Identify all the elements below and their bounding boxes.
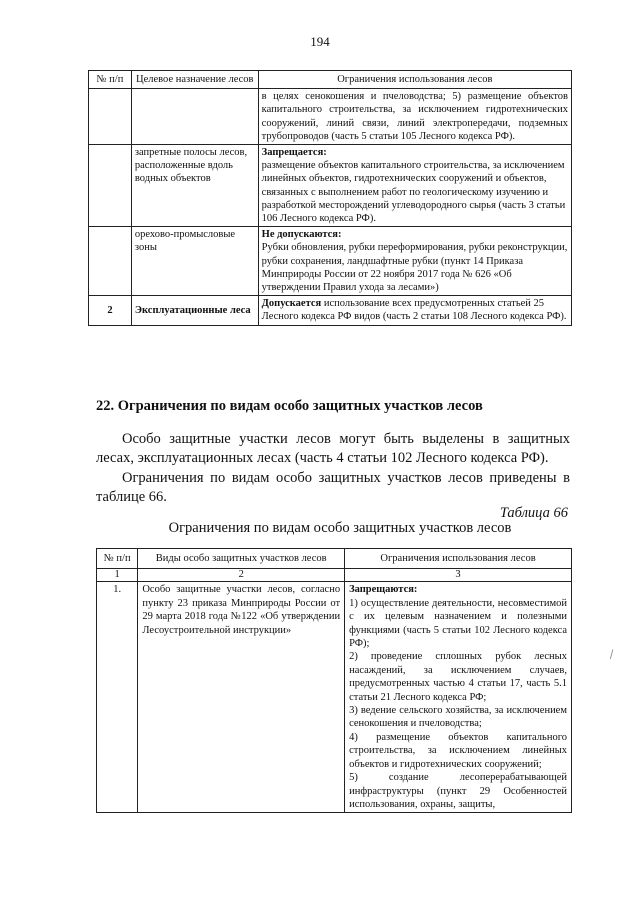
table-row bbox=[89, 145, 572, 227]
row-number: 2 bbox=[89, 296, 132, 325]
row-number bbox=[89, 227, 132, 296]
restriction-heading: Запрещается: bbox=[261, 147, 327, 159]
row-restriction bbox=[258, 296, 571, 325]
column-header-restrictions: Ограничения использования лесов bbox=[258, 71, 571, 89]
table-label: Таблица 66 bbox=[499, 505, 568, 521]
row-restriction bbox=[258, 89, 571, 145]
restriction-text: использование всех предусмотренных статьей 25 Лесного кодекса РФ видов (часть 2 статьи 108 Лесного кодекса РФ). bbox=[261, 298, 567, 323]
forest-restrictions-table bbox=[88, 70, 572, 326]
column-number: 3 bbox=[345, 569, 572, 582]
row-number bbox=[89, 89, 132, 145]
column-number: 2 bbox=[138, 569, 345, 582]
page-number: 194 bbox=[310, 34, 330, 49]
column-number: 1 bbox=[97, 569, 138, 582]
row-purpose bbox=[131, 89, 258, 145]
column-header-number: № п/п bbox=[89, 71, 132, 89]
restriction-heading: Не допускаются: bbox=[261, 229, 342, 241]
row-restriction bbox=[345, 582, 572, 813]
list-item: 1) осуществление деятельности, несовместимой с их целевым назначением и полезными функциями (часть 5 статьи 102 Лесного кодекса РФ); bbox=[349, 597, 567, 650]
restriction-text: в целях сенокошения и пчеловодства; 5) размещение объектов капитального строительства, за исключением гидротехнических сооружений, линий связи, линий электропередачи, подземных трубопроводов (часть 5 статьи 105 Лесного кодекса РФ). bbox=[261, 91, 568, 142]
row-purpose: Эксплуатационные леса bbox=[131, 296, 258, 325]
table-row bbox=[89, 296, 572, 325]
row-number bbox=[89, 145, 132, 227]
row-restriction bbox=[258, 145, 571, 227]
row-purpose: запретные полосы лесов, расположенные вдоль водных объектов bbox=[131, 145, 258, 227]
margin-mark bbox=[610, 649, 619, 660]
paragraph: Ограничения по видам особо защитных участков лесов приведены в таблице 66. bbox=[96, 470, 570, 505]
list-item: 2) проведение сплошных рубок лесных насаждений, за исключением случаев, предусмотренных частью 4 статьи 17, часть 5.1 статьи 21 Лесного кодекса РФ; bbox=[349, 651, 567, 703]
list-item: 5) создание лесоперерабатывающей инфраструктуры (пункт 29 Особенностей использования, охраны, защиты, bbox=[349, 772, 567, 810]
table-title: Ограничения по видам особо защитных участков лесов bbox=[168, 520, 512, 536]
table-row bbox=[89, 89, 572, 145]
column-header-area-types: Виды особо защитных участков лесов bbox=[138, 549, 345, 569]
row-restriction bbox=[258, 227, 571, 296]
column-header-restrictions: Ограничения использования лесов bbox=[345, 549, 572, 569]
table-row bbox=[97, 582, 572, 813]
protected-areas-table bbox=[96, 548, 572, 813]
restriction-heading: Допускается bbox=[261, 298, 322, 310]
list-item: 3) ведение сельского хозяйства, за исключением сенокошения и пчеловодства; bbox=[349, 705, 567, 730]
row-number: 1. bbox=[97, 582, 138, 813]
column-header-number: № п/п bbox=[97, 549, 138, 569]
table-row bbox=[89, 227, 572, 296]
row-area-type: Особо защитные участки лесов, согласно пункту 23 приказа Минприроды России от 29 марта 2018 года №122 «Об утверждении Лесоустроительной инструкции» bbox=[138, 582, 345, 813]
section-heading: 22. Ограничения по видам особо защитных участков лесов bbox=[96, 398, 483, 414]
restriction-heading: Запрещаются: bbox=[349, 584, 418, 596]
column-header-purpose: Целевое назначение лесов bbox=[131, 71, 258, 89]
paragraph: Особо защитные участки лесов могут быть выделены в защитных лесах, эксплуатационных лесах (часть 4 статьи 102 Лесного кодекса РФ). bbox=[96, 431, 570, 466]
restriction-text: размещение объектов капитального строительства, за исключением линейных объектов, гидротехнических сооружений и объектов, связанных с выполнением работ по геологическому изучению и разработкой месторождений углеводородного сырья (часть 3 статьи 106 Лесного кодекса РФ). bbox=[261, 160, 566, 225]
table-header-row bbox=[89, 71, 572, 89]
column-number-row bbox=[97, 569, 572, 582]
restriction-text: Рубки обновления, рубки переформирования, рубки реконструкции, рубки сохранения, ландшафтные рубки (пункт 14 Приказа Минприроды России от 22 ноября 2017 года № 626 «Об утверждении Правил ухода за лесами») bbox=[261, 242, 568, 294]
row-purpose: орехово-промысловые зоны bbox=[131, 227, 258, 296]
list-item: 4) размещение объектов капитального строительства, за исключением линейных объектов и гидротехнических сооружений; bbox=[349, 731, 567, 770]
table-header-row bbox=[97, 549, 572, 569]
